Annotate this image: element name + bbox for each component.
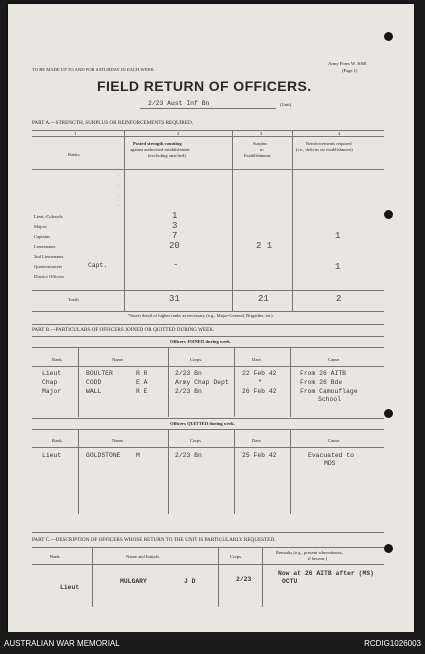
joined-rank: Chap bbox=[42, 379, 58, 386]
form-title: FIELD RETURN OF OFFICERS. bbox=[97, 78, 312, 94]
rank-label: Quartermasters bbox=[34, 264, 63, 269]
joined-date: 26 Feb 42 bbox=[242, 388, 277, 395]
col-divider bbox=[292, 130, 293, 311]
posted-value: 3 bbox=[172, 221, 178, 231]
joined-initials: R E bbox=[136, 388, 148, 395]
part-c-heading: PART C.—DESCRIPTION OF OFFICERS WHOSE RETURN TO THE UNIT IS PARTICULARLY REQUESTED. bbox=[32, 537, 276, 543]
col-header: Name and Initials. bbox=[126, 554, 160, 559]
col3-header: Surplus bbox=[253, 141, 268, 146]
unit-label: (Unit). bbox=[280, 102, 293, 107]
joined-cause: From 26 AITB bbox=[300, 370, 347, 377]
col-divider bbox=[168, 347, 169, 417]
col-header: Cause. bbox=[328, 357, 341, 362]
part-a-heading: PART A.—STRENGTH, SURPLUS OR REINFORCEMENTS REQUIRED. bbox=[32, 120, 194, 126]
footer-left: AUSTRALIAN WAR MEMORIAL bbox=[4, 639, 120, 648]
joined-name: WALL bbox=[86, 388, 102, 395]
remarks-header: Remarks (e.g., present whereabouts, bbox=[276, 550, 343, 555]
col2-header: (excluding attached). bbox=[148, 153, 187, 158]
col-divider bbox=[92, 547, 93, 607]
divider bbox=[32, 447, 384, 448]
quitted-title: Officers QUITTED during week. bbox=[170, 421, 235, 426]
col-header: Rank. bbox=[52, 357, 63, 362]
rank-label: Captains bbox=[34, 234, 51, 239]
quitted-date: 25 Feb 42 bbox=[242, 452, 277, 459]
joined-rank: Major bbox=[42, 388, 62, 395]
joined-date: " bbox=[258, 379, 262, 386]
col-divider bbox=[168, 429, 169, 514]
col4-header: (i.e., deficits on establishment) bbox=[296, 147, 353, 152]
col-header: Date. bbox=[252, 357, 262, 362]
col-header: Date. bbox=[252, 438, 262, 443]
quitted-corps: 2/23 Bn bbox=[175, 452, 202, 459]
joined-corps: 2/23 Bn bbox=[175, 370, 202, 377]
joined-corps: 2/23 Bn bbox=[175, 388, 202, 395]
requested-remarks: OCTU bbox=[282, 578, 298, 585]
form-sheet: TO BE MADE UP TO AND FOR SATURDAY IN EACH WEEK. Army Form W. 3008. (Page 1) FIELD RETURN OF OFFICERS. 2/23 Aust Inf Bn (Unit). PART A.—STRENGTH, SURPLUS OR REINFORCEMENTS REQUIRED. 1 2 3 4 Ranks. Posted strength counting against authorised establishment (excluding attached). Surplus to Establishment. Reinforcements required (i.e., deficits on establishment) . . . . Lieut.-Colonels Majors Captains Lieutenants 2nd Lieutenants Quartermasters Capt. District Officers 1 3 7 20 - 2 1 1 1 Totals 31 21 2 *Insert detail of higher ranks as necessary (e.g., Major-General, Brigadier, etc). PART B.—PARTICULARS OF OFFICERS JOINED OR QUITTED DURING WEEK. Officers JOINED during week. Rank. Name. Corps. Date. Cause. Lieut BOULTER R R 2/23 Bn 22 Feb 42 From 26 AITB Chap CODD E A Army Chap Dept " From 26 Bde Major WALL R E 2/23 Bn 26 Feb 42 From Camouflage School Officers QUITTED during week. Rank. Name. Corps. Date. Cause. Lieut GOLDSTONE M 2/23 Bn 25 Feb 42 Evacuated to MDS PART C.—DESCRIPTION OF OFFICERS WHOSE RETURN TO THE UNIT IS PARTICULARLY REQUESTED. Rank. Name and Initials. Corps. Remarks (e.g., present whereabouts, if known.) Lieut MULGARY J D 2/23 Now at 26 AITB after (MS) OCTU bbox=[8, 4, 414, 632]
reinf-value: 1 bbox=[335, 262, 341, 272]
quitted-cause: MDS bbox=[324, 460, 336, 467]
col-divider bbox=[232, 130, 233, 311]
rank-label: Lieut.-Colonels bbox=[34, 214, 63, 219]
divider bbox=[32, 130, 384, 131]
quitted-rank: Lieut bbox=[42, 452, 62, 459]
divider bbox=[32, 290, 384, 291]
rank-extra: Capt. bbox=[88, 262, 108, 269]
col-header: Name. bbox=[112, 438, 125, 443]
divider bbox=[32, 547, 384, 548]
joined-cause: School bbox=[318, 396, 342, 403]
rank-label: Majors bbox=[34, 224, 48, 229]
col4-header: Reinforcements required bbox=[306, 141, 352, 146]
divider bbox=[32, 336, 384, 337]
requested-remarks: Now at 26 AITB after (MS) bbox=[278, 570, 374, 577]
col-divider bbox=[234, 429, 235, 514]
punch-hole bbox=[384, 544, 393, 553]
col3-header: to bbox=[260, 147, 264, 152]
divider bbox=[32, 311, 384, 312]
joined-date: 22 Feb 42 bbox=[242, 370, 277, 377]
divider bbox=[32, 564, 384, 565]
col2-header: Posted strength counting bbox=[133, 141, 182, 146]
rank-label: District Officers bbox=[34, 274, 64, 279]
quitted-cause: Evacuated to bbox=[308, 452, 355, 459]
divider bbox=[32, 136, 384, 137]
posted-value: 1 bbox=[172, 211, 178, 221]
col-header: Cause. bbox=[328, 438, 341, 443]
col-number: 4 bbox=[338, 131, 341, 136]
footer-right: RCDIG1026003 bbox=[364, 639, 421, 648]
requested-corps: 2/23 bbox=[236, 576, 252, 583]
total-posted: 31 bbox=[169, 294, 180, 304]
totals-label: Totals bbox=[68, 297, 80, 302]
col-header: Corps. bbox=[190, 357, 203, 362]
col-header: Rank. bbox=[52, 438, 63, 443]
joined-name: BOULTER bbox=[86, 370, 113, 377]
surplus-value: 2 1 bbox=[256, 241, 273, 251]
requested-name: MULGARY bbox=[120, 578, 147, 585]
divider bbox=[32, 347, 384, 348]
unit-underline bbox=[140, 108, 276, 109]
archive-footer bbox=[0, 632, 425, 654]
remarks-header: if known.) bbox=[308, 556, 328, 561]
form-instruction: TO BE MADE UP TO AND FOR SATURDAY IN EACH WEEK. bbox=[32, 67, 155, 72]
col-header: Corps. bbox=[230, 554, 243, 559]
quitted-initials: M bbox=[136, 452, 140, 459]
divider bbox=[32, 418, 384, 419]
col-divider bbox=[290, 429, 291, 514]
punch-hole bbox=[384, 210, 393, 219]
divider bbox=[32, 366, 384, 367]
divider bbox=[32, 532, 384, 533]
footnote: *Insert detail of higher ranks as necessary (e.g., Major-General, Brigadier, etc). bbox=[128, 313, 274, 318]
joined-cause: From 26 Bde bbox=[300, 379, 343, 386]
form-number: Army Form W. 3008. bbox=[328, 61, 368, 66]
divider bbox=[32, 324, 384, 325]
col-divider bbox=[78, 347, 79, 417]
col-divider bbox=[290, 347, 291, 417]
divider bbox=[32, 169, 384, 170]
col-ranks-header: Ranks. bbox=[68, 152, 81, 157]
form-page: (Page 1) bbox=[342, 68, 358, 73]
col-header: Rank. bbox=[50, 554, 61, 559]
col-divider bbox=[218, 547, 219, 607]
joined-initials: E A bbox=[136, 379, 148, 386]
punch-hole bbox=[384, 32, 393, 41]
col3-header: Establishment. bbox=[244, 153, 272, 158]
col-number: 2 bbox=[177, 131, 180, 136]
total-surplus: 21 bbox=[258, 294, 269, 304]
col2-header: against authorised establishment bbox=[130, 147, 190, 152]
joined-rank: Lieut bbox=[42, 370, 62, 377]
col-number: 1 bbox=[74, 131, 77, 136]
punch-hole bbox=[384, 409, 393, 418]
col-number: 3 bbox=[260, 131, 263, 136]
reinf-value: 1 bbox=[335, 231, 341, 241]
col-divider bbox=[262, 547, 263, 607]
quitted-name: GOLDSTONE bbox=[86, 452, 121, 459]
posted-value: 20 bbox=[169, 241, 180, 251]
unit-value: 2/23 Aust Inf Bn bbox=[148, 100, 210, 107]
col-divider bbox=[78, 429, 79, 514]
rank-label: 2nd Lieutenants bbox=[34, 254, 64, 259]
joined-corps: Army Chap Dept bbox=[175, 379, 229, 386]
requested-initials: J D bbox=[184, 578, 196, 585]
col-header: Corps. bbox=[190, 438, 203, 443]
col-divider bbox=[234, 347, 235, 417]
joined-title: Officers JOINED during week. bbox=[170, 339, 231, 344]
total-reinf: 2 bbox=[336, 294, 342, 304]
posted-value: 7 bbox=[172, 231, 178, 241]
joined-name: CODD bbox=[86, 379, 102, 386]
col-header: Name. bbox=[112, 357, 125, 362]
col-divider bbox=[124, 130, 125, 311]
part-b-heading: PART B.—PARTICULARS OF OFFICERS JOINED OR QUITTED DURING WEEK. bbox=[32, 327, 215, 333]
joined-initials: R R bbox=[136, 370, 148, 377]
requested-rank: Lieut bbox=[60, 584, 80, 591]
posted-value: - bbox=[173, 260, 179, 270]
divider bbox=[32, 429, 384, 430]
joined-cause: From Camouflage bbox=[300, 388, 358, 395]
rank-label: Lieutenants bbox=[34, 244, 56, 249]
